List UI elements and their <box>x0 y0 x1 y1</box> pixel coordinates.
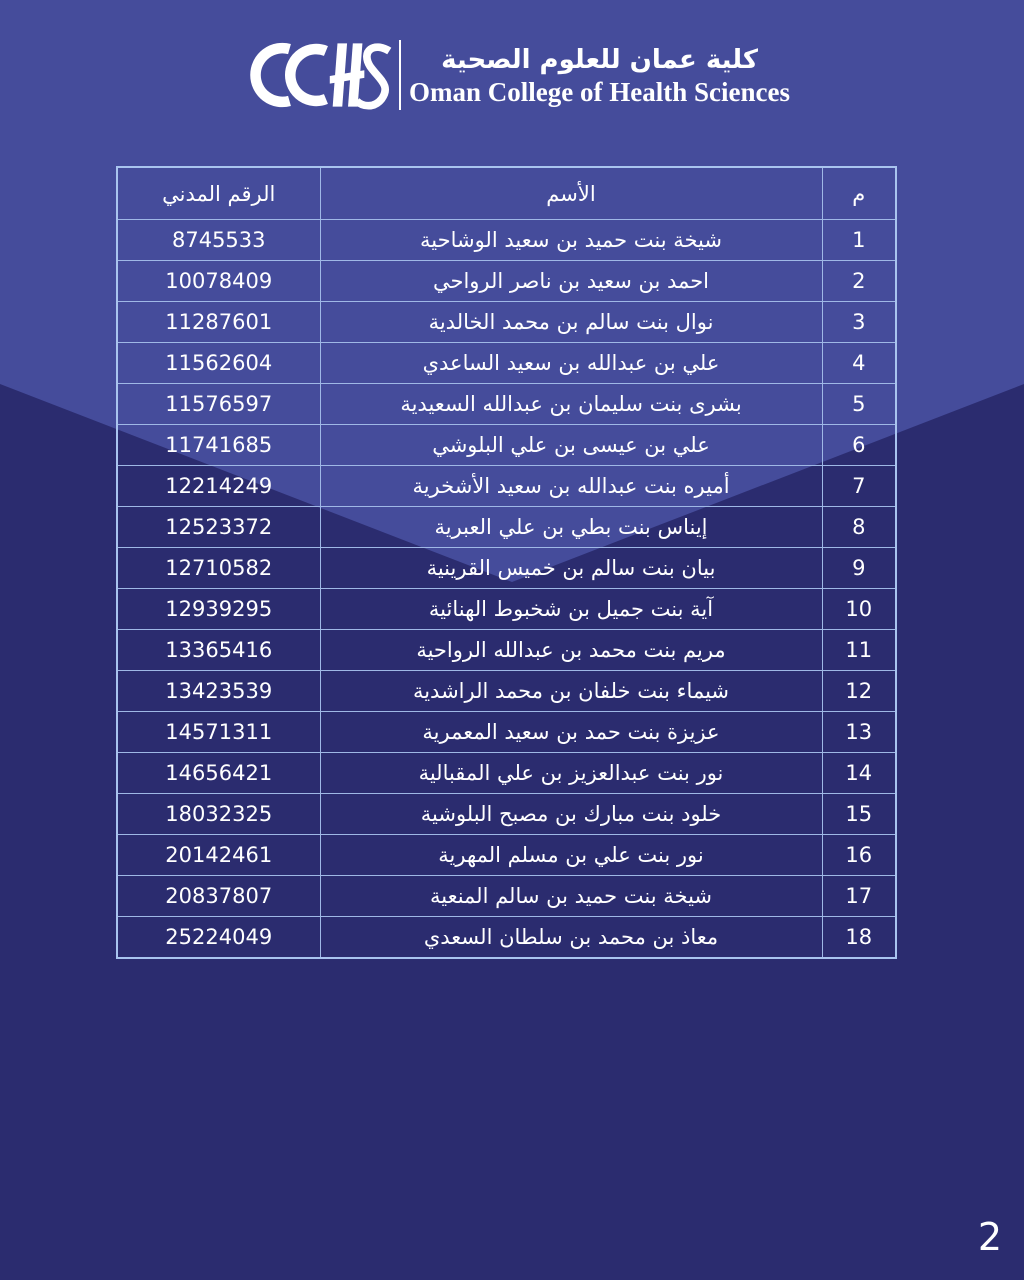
student-name: أميره بنت عبدالله بن سعيد الأشخرية <box>320 466 822 507</box>
table-row <box>117 671 896 712</box>
civil-id: 25224049 <box>117 917 320 959</box>
student-name: نور بنت عبدالعزيز بن علي المقبالية <box>320 753 822 794</box>
civil-id: 12939295 <box>117 589 320 630</box>
student-name: إيناس بنت بطي بن علي العبرية <box>320 507 822 548</box>
table-row <box>117 466 896 507</box>
table-row <box>117 753 896 794</box>
student-name: احمد بن سعيد بن ناصر الرواحي <box>320 261 822 302</box>
table-row <box>117 220 896 261</box>
row-number: 11 <box>822 630 896 671</box>
table-row <box>117 712 896 753</box>
row-number: 14 <box>822 753 896 794</box>
civil-id: 11562604 <box>117 343 320 384</box>
college-name-arabic: كلية عمان للعلوم الصحية <box>441 45 758 75</box>
row-number: 5 <box>822 384 896 425</box>
civil-id: 20837807 <box>117 876 320 917</box>
student-name: مريم بنت محمد بن عبدالله الرواحية <box>320 630 822 671</box>
table-row <box>117 343 896 384</box>
civil-id: 12214249 <box>117 466 320 507</box>
table-row <box>117 507 896 548</box>
student-name: بشرى بنت سليمان بن عبدالله السعيدية <box>320 384 822 425</box>
column-header-civil-id: الرقم المدني <box>117 167 320 220</box>
table-row <box>117 302 896 343</box>
student-name: علي بن عبدالله بن سعيد الساعدي <box>320 343 822 384</box>
logo-text <box>409 43 790 107</box>
row-number: 4 <box>822 343 896 384</box>
students-table <box>116 166 897 959</box>
table-row <box>117 384 896 425</box>
student-name: آية بنت جميل بن شخبوط الهنائية <box>320 589 822 630</box>
student-name: معاذ بن محمد بن سلطان السعدي <box>320 917 822 959</box>
column-header-number: م <box>822 167 896 220</box>
row-number: 1 <box>822 220 896 261</box>
civil-id: 11287601 <box>117 302 320 343</box>
logo-divider <box>399 40 401 110</box>
row-number: 15 <box>822 794 896 835</box>
table-row <box>117 261 896 302</box>
civil-id: 11741685 <box>117 425 320 466</box>
student-name: علي بن عيسى بن علي البلوشي <box>320 425 822 466</box>
civil-id: 13423539 <box>117 671 320 712</box>
civil-id: 12710582 <box>117 548 320 589</box>
row-number: 9 <box>822 548 896 589</box>
table-row <box>117 794 896 835</box>
row-number: 7 <box>822 466 896 507</box>
table-row <box>117 876 896 917</box>
page-number: 2 <box>977 1215 1003 1259</box>
row-number: 16 <box>822 835 896 876</box>
college-logo <box>230 34 790 116</box>
table-row <box>117 835 896 876</box>
row-number: 3 <box>822 302 896 343</box>
civil-id: 20142461 <box>117 835 320 876</box>
student-name: شيخة بنت حميد بن سالم المنعية <box>320 876 822 917</box>
civil-id: 8745533 <box>117 220 320 261</box>
student-name: خلود بنت مبارك بن مصبح البلوشية <box>320 794 822 835</box>
student-name: شيماء بنت خلفان بن محمد الراشدية <box>320 671 822 712</box>
civil-id: 13365416 <box>117 630 320 671</box>
table-header-row <box>117 167 896 220</box>
row-number: 13 <box>822 712 896 753</box>
table-row <box>117 589 896 630</box>
student-name: نور بنت علي بن مسلم المهرية <box>320 835 822 876</box>
civil-id: 14571311 <box>117 712 320 753</box>
row-number: 17 <box>822 876 896 917</box>
table-row <box>117 630 896 671</box>
row-number: 2 <box>822 261 896 302</box>
column-header-name: الأسم <box>320 167 822 220</box>
row-number: 18 <box>822 917 896 959</box>
row-number: 8 <box>822 507 896 548</box>
student-name: شيخة بنت حميد بن سعيد الوشاحية <box>320 220 822 261</box>
student-name: عزيزة بنت حمد بن سعيد المعمرية <box>320 712 822 753</box>
civil-id: 14656421 <box>117 753 320 794</box>
civil-id: 10078409 <box>117 261 320 302</box>
table-row <box>117 548 896 589</box>
civil-id: 12523372 <box>117 507 320 548</box>
college-name-english: Oman College of Health Sciences <box>409 77 790 107</box>
row-number: 12 <box>822 671 896 712</box>
student-name: بيان بنت سالم بن خميس القرينية <box>320 548 822 589</box>
row-number: 10 <box>822 589 896 630</box>
row-number: 6 <box>822 425 896 466</box>
civil-id: 18032325 <box>117 794 320 835</box>
ochs-monogram-logo <box>230 34 393 116</box>
civil-id: 11576597 <box>117 384 320 425</box>
student-name: نوال بنت سالم بن محمد الخالدية <box>320 302 822 343</box>
table-row <box>117 425 896 466</box>
table-row <box>117 917 896 959</box>
